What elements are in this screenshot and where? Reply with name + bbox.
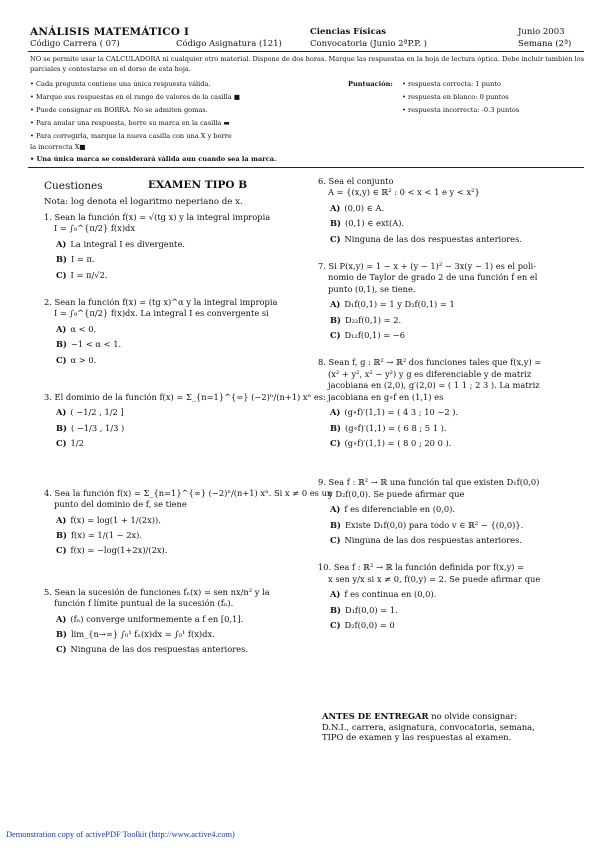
option-text: f(x) = −log(1+2x)/(2x). [70,545,168,556]
option-letter: C) [56,269,67,280]
option-text: 1/2 [70,438,84,449]
option-text: La integral I es divergente. [70,238,185,249]
question-4 [318,477,588,546]
question-text: 2. Sean la función f(x) = (tg x)^α y la integral impropia [44,297,278,308]
answer-option [318,535,588,546]
before-submit-label: ANTES DE ENTREGAR [322,711,429,721]
option-letter: A) [56,514,67,525]
subject-code: Código Asignatura (121) [176,39,282,49]
question-text: 10. Sea f : ℝ² → ℝ la función definida por f(x,y) = [318,562,525,573]
question-text: 8. Sean f, g : ℝ² → ℝ² dos funciones tales que f(x,y) = [318,357,542,368]
question-text: 6. Sea el conjunto [318,176,394,186]
before-submit-block [322,711,535,743]
option-letter: C) [56,354,67,365]
answer-option [44,355,304,366]
question-1 [44,212,304,281]
question-text: 9. Sea f : ℝ² → ℝ una función tal que existen D₁f(0,0) [318,477,540,488]
career-code: Código Carrera ( 07) [30,39,120,49]
option-text: I = π. [70,254,95,265]
answer-option [318,520,588,531]
before-submit-line-2: D.N.I., carrera, asignatura, convocatoria, semana, [322,721,535,732]
answer-option [318,315,588,326]
question-5 [318,562,588,631]
option-text: (0,0) ∈ A. [344,202,385,213]
question-text: (x² + y², x² − y²) y g es diferenciable y de matriz [328,368,532,379]
answer-option [318,620,588,631]
option-letter: A) [56,407,67,418]
option-text: D₁f(0,0) = 1. [344,604,398,615]
option-text: f(x) = 1/(1 − 2x). [70,529,143,540]
option-letter: B) [56,529,67,540]
question-text: A = {(x,y) ∈ ℝ² : 0 < x < 1 e y < x²} [328,187,480,198]
option-text: D₂f(0,0) = 0 [344,619,395,630]
option-letter: A) [330,589,341,600]
answer-option [318,438,588,449]
instruction-item: • Cada pregunta contiene una única respuesta válida. [30,80,211,88]
question-2 [44,297,304,366]
option-text: (fₙ) converge uniformemente a f en [0,1]. [70,613,244,624]
question-1 [318,176,588,245]
answer-option [44,423,304,434]
option-letter: C) [330,534,341,545]
question-text: jacobiana en g∘f en (1,1) es [328,391,444,402]
header-rule [28,51,584,52]
question-text: I = ∫₀^{π/2} f(x)dx. La integral I es convergente si [54,308,269,319]
question-text: nomio de Taylor de grado 2 de una función f en el [328,272,538,283]
exam-title: ANÁLISIS MATEMÁTICO I [30,26,190,38]
question-text: y D₂f(0,0). Se puede afirmar que [328,488,465,499]
answer-option [318,605,588,616]
answer-option [318,423,588,434]
answer-option [44,407,304,418]
exam-type: EXAMEN TIPO B [148,179,248,191]
question-3 [318,357,588,449]
option-letter: B) [330,218,341,229]
question-text: I = ∫₀^{π/2} f(x)dx [54,223,136,234]
puntuacion-item: • respuesta incorrecta: -0.3 puntos [402,106,520,114]
instruction-item: la incorrecta X■ [30,143,86,151]
faculty-name: Ciencias Físicas [310,27,386,37]
question-text: 3. El dominio de la función f(x) = Σ_{n=1}^{∞} (−2)ⁿ/(n+1) xⁿ es: [44,392,326,403]
answer-option [44,614,304,625]
answer-option [318,330,588,341]
option-letter: C) [330,233,341,244]
question-text: 5. Sean la sucesión de funciones fₙ(x) = sen nx/n² y la [44,586,270,597]
option-letter: C) [330,619,341,630]
question-text: x sen y/x si x ≠ 0, f(0,y) = 2. Se puede afirmar que [328,573,541,584]
question-text: punto (0,1), se tiene. [328,283,416,294]
option-letter: B) [56,628,67,639]
option-text: (g∘f)′(1,1) = ( 8 0 ; 20 0 ). [344,437,452,448]
answer-option [318,218,588,229]
instruction-item: • Puede consignar en BORRA. No se admiten gomas. [30,106,208,114]
option-text: ( −1/2 , 1/2 ] [70,407,124,418]
answer-option [318,234,588,245]
question-text: punto del dominio de f, se tiene [54,499,187,510]
option-letter: A) [330,202,341,213]
question-text: 4. Sea la función f(x) = Σ_{n=1}^{∞} (−2)ⁿ/(n+1) xⁿ. Si x ≠ 0 es un [44,487,333,498]
option-letter: A) [56,613,67,624]
option-letter: B) [56,339,67,350]
option-text: (g∘f)′(1,1) = ( 4 3 ; 10 −2 ). [344,407,459,418]
answer-option [44,270,304,281]
option-letter: B) [330,519,341,530]
option-text: f(x) = log(1 + 1/(2x)). [70,514,161,525]
before-submit-line-1: no olvide consignar: [431,711,518,721]
answer-option [318,299,588,310]
answer-option [44,254,304,265]
option-letter: C) [56,438,67,449]
option-text: f es diferenciable en (0,0). [344,504,456,515]
answer-option [318,203,588,214]
exam-note: Nota: log denota el logaritmo neperiano de x. [44,197,243,207]
instruction-bold-note: • Una única marca se considerará válida aun cuando sea la marca. [30,155,277,163]
answer-option [44,515,304,526]
instruction-item: • Marque sus respuestas en el rango de valores de la casilla ■ [30,93,241,101]
option-letter: A) [330,504,341,515]
option-letter: B) [330,422,341,433]
convocatoria: Convocatoria (Junio 2ªP.P. ) [310,39,427,49]
option-letter: A) [56,238,67,249]
option-letter: A) [330,407,341,418]
instructions-rule [28,167,584,168]
instruction-item: • Para corregirla, marque la nueva casilla con una X y borre [30,132,232,140]
option-text: D₁f(0,1) = 1 y D₂f(0,1) = 1 [344,299,455,310]
answer-option [44,545,304,556]
answer-option [44,644,304,655]
option-text: f es continua en (0,0). [344,589,437,600]
question-text: 7. Si P(x,y) = 1 − x + (y − 1)² − 3x(y − 1) es el poli- [318,261,537,272]
instruction-item: • Para anular una respuesta, borre su marca en la casilla ▬ [30,119,230,127]
answer-option [44,438,304,449]
before-submit-line-3: TIPO de examen y las respuestas al examen. [322,732,512,742]
option-text: ( −1/3 , 1/3 ) [70,422,125,433]
question-text: 1. Sean la función f(x) = √(tg x) y la integral impropia [44,212,271,222]
answer-option [44,324,304,335]
question-4 [44,487,333,557]
exam-week: Semana (2ª) [518,39,572,49]
option-text: Ninguna de las dos respuestas anteriores. [70,644,248,655]
question-5 [44,587,304,656]
option-letter: C) [330,330,341,341]
question-text: jacobiana en (2,0), g′(2,0) = ( 1 1 ; 2 3 ). La matriz [328,380,540,391]
puntuacion-item: • respuesta en blanco: 0 puntos [402,93,509,101]
question-text: función f límite puntual de la sucesión (fₙ). [54,598,234,609]
instructions-line-1: NO se permite usar la CALCULADORA ni cualquier otro material. Dispone de dos horas. Marque las respuestas en la hoja de lectura óptica. Debe incluir también los [30,55,585,63]
section-title: Cuestiones [44,180,103,192]
option-text: (g∘f)′(1,1) = ( 6 8 ; 5 1 ). [344,422,447,433]
option-letter: B) [56,422,67,433]
option-letter: B) [330,604,341,615]
right-question-column [318,176,588,631]
option-text: α > 0. [70,354,97,365]
answer-option [318,407,588,418]
option-text: Ninguna de las dos respuestas anteriores. [344,233,522,244]
option-letter: C) [56,644,67,655]
answer-option [318,504,588,515]
demo-watermark-link[interactable]: Demonstration copy of activePDF Toolkit (http://www.active4.com) [6,830,235,839]
answer-option [44,339,304,350]
question-2 [318,261,588,341]
instructions-line-2: parciales y contestarse en el dorso de esta hoja. [30,65,191,73]
option-text: D₂₂f(0,1) = 2. [344,314,402,325]
answer-option [44,629,304,640]
option-letter: C) [56,545,67,556]
answer-option [44,530,304,541]
option-text: I = π/√2. [70,269,108,280]
option-text: Ninguna de las dos respuestas anteriores. [344,534,522,545]
option-text: −1 < α < 1. [70,339,122,350]
puntuacion-item: • respuesta correcta: 1 punto [402,80,501,88]
option-text: D₁₂f(0,1) = −6 [344,330,406,341]
option-letter: A) [330,299,341,310]
exam-date: Junio 2003 [518,27,565,37]
option-text: Existe D₁f(0,0) para todo v ∈ ℝ² − {(0,0)}. [344,519,524,530]
option-letter: C) [330,437,341,448]
option-text: (0,1) ∈ ext(A). [344,218,405,229]
option-letter: B) [56,254,67,265]
answer-option [44,239,304,250]
option-text: lim_{n→∞} ∫₀¹ fₙ(x)dx = ∫₀¹ f(x)dx. [70,628,215,639]
puntuacion-label: Puntuación: [348,80,393,88]
option-letter: A) [56,323,67,334]
left-question-column [44,212,333,656]
option-letter: B) [330,314,341,325]
question-3 [44,392,326,450]
option-text: α < 0. [70,323,97,334]
answer-option [318,589,588,600]
